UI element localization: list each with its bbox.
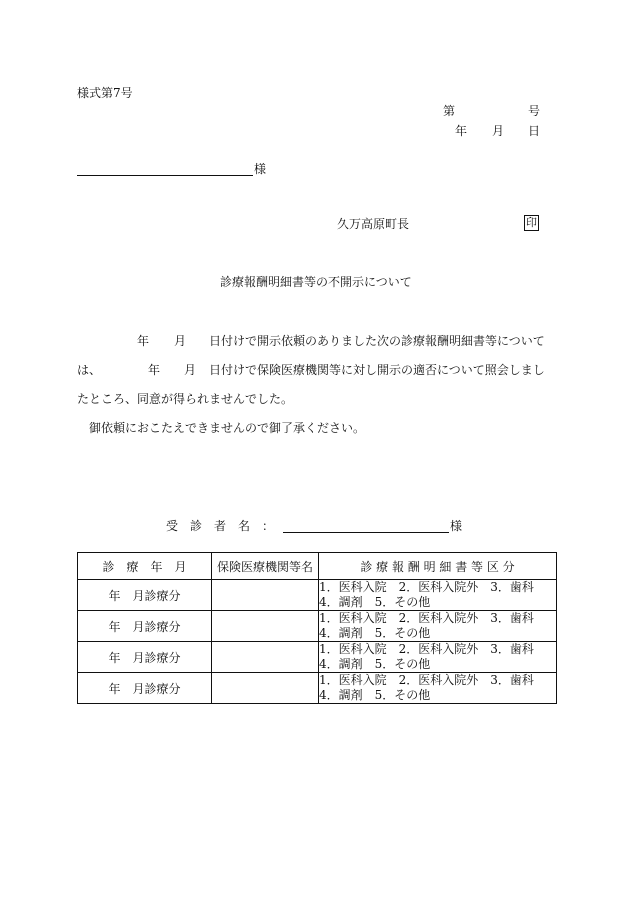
patient-name-suffix: 様 bbox=[450, 519, 463, 533]
header-institution: 保険医療機関等名 bbox=[212, 553, 319, 580]
body-line3: たところ、同意が得られませんでした。 bbox=[77, 392, 294, 406]
request-table bbox=[77, 552, 557, 704]
visit-month-cell: 年 月診療分 bbox=[78, 611, 212, 642]
header-category: 診 療 報 酬 明 細 書 等 区 分 bbox=[319, 553, 557, 580]
seal-stamp: 印 bbox=[526, 216, 537, 229]
document-title: 診療報酬明細書等の不開示について bbox=[220, 275, 412, 289]
patient-name-line bbox=[283, 532, 449, 533]
category-line2: 4．調剤 5．その他 bbox=[319, 626, 431, 640]
addressee-line bbox=[77, 175, 253, 176]
institution-cell bbox=[212, 642, 319, 673]
visit-month-cell: 年 月診療分 bbox=[78, 673, 212, 704]
category-line1: 1．医科入院 2．医科入院外 3．歯科 bbox=[319, 611, 534, 625]
category-cell bbox=[319, 673, 557, 704]
visit-month-cell: 年 月診療分 bbox=[78, 580, 212, 611]
table-row bbox=[78, 642, 557, 673]
body-line1-text: 日付けで開示依頼のありました次の診療報酬明細書等について bbox=[209, 334, 545, 348]
body-line2-year: 年 bbox=[148, 363, 161, 377]
body-line2-text: 日付けで保険医療機関等に対し開示の適否について照会しまし bbox=[209, 363, 545, 377]
category-line2: 4．調剤 5．その他 bbox=[319, 595, 431, 609]
body-line1-year: 年 bbox=[137, 334, 150, 348]
category-cell bbox=[319, 642, 557, 673]
body-line2-start: は、 bbox=[77, 363, 102, 377]
category-line1: 1．医科入院 2．医科入院外 3．歯科 bbox=[319, 642, 534, 656]
visit-month-cell: 年 月診療分 bbox=[78, 642, 212, 673]
sender-title: 久万高原町長 bbox=[337, 217, 410, 231]
institution-cell bbox=[212, 673, 319, 704]
form-number: 様式第7号 bbox=[77, 86, 133, 100]
category-cell bbox=[319, 611, 557, 642]
category-line2: 4．調剤 5．その他 bbox=[319, 688, 431, 702]
institution-cell bbox=[212, 580, 319, 611]
date-day: 日 bbox=[528, 124, 541, 138]
category-line1: 1．医科入院 2．医科入院外 3．歯科 bbox=[319, 673, 534, 687]
category-cell bbox=[319, 580, 557, 611]
category-line2: 4．調剤 5．その他 bbox=[319, 657, 431, 671]
table-row bbox=[78, 611, 557, 642]
table-header-row bbox=[78, 553, 557, 580]
category-line1: 1．医科入院 2．医科入院外 3．歯科 bbox=[319, 580, 534, 594]
patient-name-label: 受 診 者 名 ： bbox=[166, 519, 275, 533]
date-month: 月 bbox=[492, 124, 505, 138]
header-visit-month: 診 療 年 月 bbox=[78, 553, 212, 580]
doc-number-prefix: 第 bbox=[443, 104, 456, 118]
table-row bbox=[78, 673, 557, 704]
doc-number-suffix: 号 bbox=[528, 104, 541, 118]
body-line4: 御依頼におこたえできませんので御了承ください。 bbox=[89, 421, 366, 435]
table-row bbox=[78, 580, 557, 611]
date-year: 年 bbox=[455, 124, 468, 138]
addressee-suffix: 様 bbox=[254, 162, 267, 176]
body-line2-month: 月 bbox=[184, 363, 197, 377]
institution-cell bbox=[212, 611, 319, 642]
body-line1-month: 月 bbox=[174, 334, 187, 348]
